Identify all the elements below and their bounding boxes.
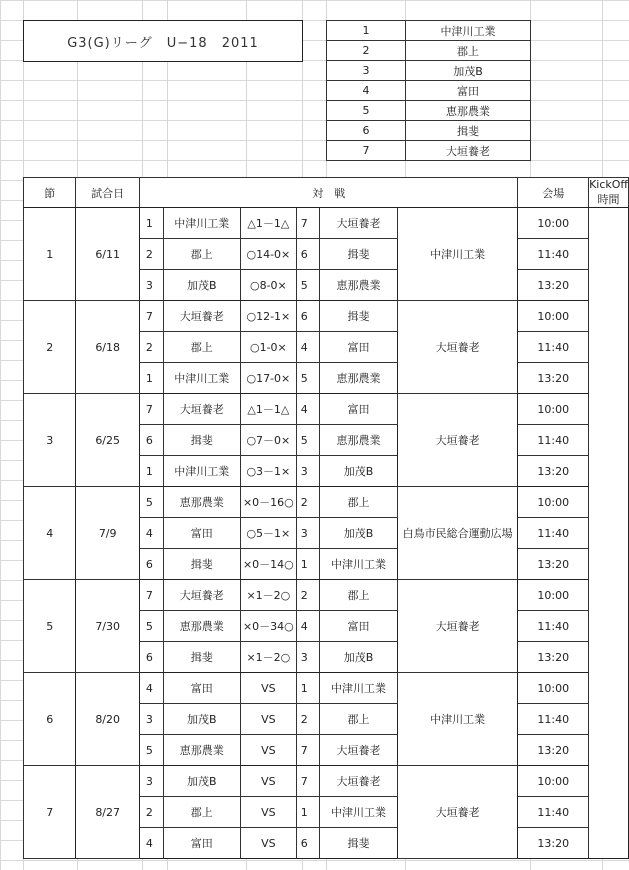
- kickoff-time-cell[interactable]: 13:20: [518, 270, 589, 301]
- home-team-number[interactable]: 1: [139, 456, 163, 487]
- round-cell[interactable]: 6: [24, 673, 76, 766]
- title-text: G3(G)リーグ U−18 2011: [67, 35, 259, 51]
- kickoff-time-cell[interactable]: 13:20: [518, 642, 589, 673]
- team-row: [327, 41, 531, 61]
- venue-cell[interactable]: 大垣養老: [397, 301, 518, 394]
- home-team-cell[interactable]: 中津川工業: [163, 363, 240, 394]
- header-venue[interactable]: 会場: [518, 178, 589, 208]
- team-row: [327, 61, 531, 81]
- away-team-cell[interactable]: 揖斐: [320, 828, 397, 859]
- result-cell[interactable]: △1－1△: [240, 208, 296, 239]
- team-list-table: [326, 20, 531, 161]
- match-date-cell[interactable]: 7/30: [76, 580, 140, 673]
- away-team-number[interactable]: 4: [296, 611, 320, 642]
- kickoff-time-cell[interactable]: 10:00: [518, 766, 589, 797]
- kickoff-time-cell[interactable]: 11:40: [518, 611, 589, 642]
- match-date-cell[interactable]: 7/9: [76, 487, 140, 580]
- venue-cell[interactable]: 大垣養老: [397, 580, 518, 673]
- match-date-cell[interactable]: 8/27: [76, 766, 140, 859]
- home-team-cell[interactable]: 揖斐: [163, 549, 240, 580]
- away-team-cell[interactable]: 恵那農業: [320, 363, 397, 394]
- match-date-cell[interactable]: 6/18: [76, 301, 140, 394]
- away-team-cell[interactable]: 郡上: [320, 580, 397, 611]
- away-team-number[interactable]: 7: [296, 766, 320, 797]
- team-name-cell[interactable]: 富田: [406, 81, 531, 101]
- away-team-cell[interactable]: 揖斐: [320, 239, 397, 270]
- home-team-number[interactable]: 1: [139, 363, 163, 394]
- home-team-cell[interactable]: 大垣養老: [163, 301, 240, 332]
- result-cell[interactable]: VS: [240, 704, 296, 735]
- kickoff-time-cell[interactable]: 10:00: [518, 673, 589, 704]
- away-team-number[interactable]: 5: [296, 363, 320, 394]
- schedule-table: [23, 177, 629, 859]
- home-team-number[interactable]: 2: [139, 797, 163, 828]
- result-cell[interactable]: ○14-0×: [240, 239, 296, 270]
- away-team-number[interactable]: 3: [296, 642, 320, 673]
- team-number-cell[interactable]: 6: [327, 121, 406, 141]
- result-cell[interactable]: ×0－34○: [240, 611, 296, 642]
- round-cell[interactable]: 4: [24, 487, 76, 580]
- away-team-cell[interactable]: 富田: [320, 611, 397, 642]
- home-team-cell[interactable]: 郡上: [163, 332, 240, 363]
- away-team-number[interactable]: 6: [296, 239, 320, 270]
- home-team-cell[interactable]: 恵那農業: [163, 611, 240, 642]
- round-cell[interactable]: 7: [24, 766, 76, 859]
- home-team-number[interactable]: 5: [139, 735, 163, 766]
- kickoff-time-cell[interactable]: 10:00: [518, 580, 589, 611]
- team-row: [327, 141, 531, 161]
- header-match[interactable]: [139, 178, 518, 208]
- away-team-number[interactable]: 5: [296, 425, 320, 456]
- home-team-cell[interactable]: 恵那農業: [163, 735, 240, 766]
- result-cell[interactable]: VS: [240, 735, 296, 766]
- home-team-cell[interactable]: 中津川工業: [163, 208, 240, 239]
- away-team-cell[interactable]: 郡上: [320, 704, 397, 735]
- result-cell[interactable]: ○5－1×: [240, 518, 296, 549]
- match-row: [24, 487, 629, 518]
- home-team-number[interactable]: 4: [139, 673, 163, 704]
- team-name-cell[interactable]: 揖斐: [406, 121, 531, 141]
- home-team-number[interactable]: 5: [139, 611, 163, 642]
- result-cell[interactable]: ○3－1×: [240, 456, 296, 487]
- away-team-cell[interactable]: 中津川工業: [320, 673, 397, 704]
- result-cell[interactable]: VS: [240, 673, 296, 704]
- home-team-cell[interactable]: 中津川工業: [163, 456, 240, 487]
- away-team-cell[interactable]: 揖斐: [320, 301, 397, 332]
- kickoff-time-cell[interactable]: 11:40: [518, 518, 589, 549]
- away-team-number[interactable]: 2: [296, 580, 320, 611]
- away-team-number[interactable]: 7: [296, 208, 320, 239]
- result-cell[interactable]: ○8-0×: [240, 270, 296, 301]
- team-name-cell[interactable]: 大垣養老: [406, 141, 531, 161]
- kickoff-time-cell[interactable]: 11:40: [518, 425, 589, 456]
- home-team-cell[interactable]: 揖斐: [163, 642, 240, 673]
- home-team-number[interactable]: 7: [139, 301, 163, 332]
- result-cell[interactable]: VS: [240, 766, 296, 797]
- away-team-cell[interactable]: 恵那農業: [320, 270, 397, 301]
- home-team-number[interactable]: 2: [139, 239, 163, 270]
- away-team-cell[interactable]: 加茂B: [320, 642, 397, 673]
- match-row: [24, 301, 629, 332]
- venue-cell[interactable]: 中津川工業: [397, 673, 518, 766]
- home-team-cell[interactable]: 富田: [163, 673, 240, 704]
- away-team-number[interactable]: 6: [296, 828, 320, 859]
- kickoff-time-cell[interactable]: 10:00: [518, 394, 589, 425]
- away-team-number[interactable]: 5: [296, 270, 320, 301]
- kickoff-time-cell[interactable]: 13:20: [518, 363, 589, 394]
- team-name-cell[interactable]: 恵那農業: [406, 101, 531, 121]
- home-team-cell[interactable]: 恵那農業: [163, 487, 240, 518]
- home-team-number[interactable]: 6: [139, 425, 163, 456]
- away-team-cell[interactable]: 加茂B: [320, 518, 397, 549]
- team-number-cell[interactable]: 5: [327, 101, 406, 121]
- home-team-number[interactable]: 4: [139, 828, 163, 859]
- round-cell[interactable]: 2: [24, 301, 76, 394]
- home-team-cell[interactable]: 揖斐: [163, 425, 240, 456]
- away-team-number[interactable]: 1: [296, 797, 320, 828]
- round-cell[interactable]: 5: [24, 580, 76, 673]
- away-team-number[interactable]: 3: [296, 456, 320, 487]
- venue-cell[interactable]: 白鳥市民総合運動広場: [397, 487, 518, 580]
- header-match-text: 対 戦: [312, 186, 346, 200]
- header-kickoff[interactable]: KickOff時間: [589, 178, 628, 206]
- sheet-title[interactable]: [23, 20, 303, 62]
- match-row: [24, 580, 629, 611]
- home-team-cell[interactable]: 大垣養老: [163, 394, 240, 425]
- home-team-number[interactable]: 3: [139, 704, 163, 735]
- home-team-cell[interactable]: 加茂B: [163, 270, 240, 301]
- result-cell[interactable]: ○17-0×: [240, 363, 296, 394]
- kickoff-time-cell[interactable]: 10:00: [518, 208, 589, 239]
- away-team-cell[interactable]: 加茂B: [320, 456, 397, 487]
- home-team-cell[interactable]: 郡上: [163, 797, 240, 828]
- team-number-cell[interactable]: 3: [327, 61, 406, 81]
- team-row: [327, 121, 531, 141]
- match-row: [24, 208, 629, 239]
- match-row: [24, 766, 629, 797]
- away-team-number[interactable]: 6: [296, 301, 320, 332]
- match-date-cell[interactable]: 6/11: [76, 208, 140, 301]
- schedule-header-row: [24, 178, 629, 208]
- home-team-cell[interactable]: 加茂B: [163, 704, 240, 735]
- home-team-number[interactable]: 4: [139, 518, 163, 549]
- header-date[interactable]: 試合日: [76, 178, 140, 208]
- team-row: [327, 81, 531, 101]
- away-team-number[interactable]: 2: [296, 487, 320, 518]
- home-team-cell[interactable]: 加茂B: [163, 766, 240, 797]
- home-team-cell[interactable]: 郡上: [163, 239, 240, 270]
- away-team-cell[interactable]: 富田: [320, 394, 397, 425]
- home-team-number[interactable]: 7: [139, 580, 163, 611]
- kickoff-time-cell[interactable]: 13:20: [518, 735, 589, 766]
- kickoff-time-cell[interactable]: 11:40: [518, 704, 589, 735]
- kickoff-time-cell[interactable]: 10:00: [518, 487, 589, 518]
- team-number-cell[interactable]: 2: [327, 41, 406, 61]
- round-cell[interactable]: 1: [24, 208, 76, 301]
- result-cell[interactable]: ×1－2○: [240, 580, 296, 611]
- away-team-number[interactable]: 4: [296, 394, 320, 425]
- result-cell[interactable]: △1－1△: [240, 394, 296, 425]
- away-team-cell[interactable]: 大垣養老: [320, 735, 397, 766]
- away-team-number[interactable]: 3: [296, 518, 320, 549]
- away-team-cell[interactable]: 富田: [320, 332, 397, 363]
- team-row: [327, 101, 531, 121]
- home-team-number[interactable]: 7: [139, 394, 163, 425]
- result-cell[interactable]: ×0－14○: [240, 549, 296, 580]
- match-date-cell[interactable]: 6/25: [76, 394, 140, 487]
- match-row: [24, 673, 629, 704]
- match-date-cell[interactable]: 8/20: [76, 673, 140, 766]
- away-team-number[interactable]: 7: [296, 735, 320, 766]
- kickoff-time-cell[interactable]: 11:40: [518, 797, 589, 828]
- venue-cell[interactable]: 中津川工業: [397, 208, 518, 301]
- header-round[interactable]: 節: [24, 178, 76, 208]
- away-team-number[interactable]: 1: [296, 673, 320, 704]
- result-cell[interactable]: ×1－2○: [240, 642, 296, 673]
- away-team-cell[interactable]: 恵那農業: [320, 425, 397, 456]
- home-team-number[interactable]: 3: [139, 270, 163, 301]
- kickoff-time-cell[interactable]: 13:20: [518, 828, 589, 859]
- result-cell[interactable]: ×0－16○: [240, 487, 296, 518]
- team-row: [327, 21, 531, 41]
- result-cell[interactable]: VS: [240, 797, 296, 828]
- away-team-cell[interactable]: 中津川工業: [320, 549, 397, 580]
- home-team-number[interactable]: 2: [139, 332, 163, 363]
- home-team-number[interactable]: 1: [139, 208, 163, 239]
- away-team-number[interactable]: 2: [296, 704, 320, 735]
- round-cell[interactable]: 3: [24, 394, 76, 487]
- team-number-cell[interactable]: 4: [327, 81, 406, 101]
- team-name-cell[interactable]: 郡上: [406, 41, 531, 61]
- venue-cell[interactable]: 大垣養老: [397, 766, 518, 859]
- home-team-cell[interactable]: 富田: [163, 518, 240, 549]
- away-team-cell[interactable]: 大垣養老: [320, 208, 397, 239]
- away-team-cell[interactable]: 郡上: [320, 487, 397, 518]
- home-team-number[interactable]: 6: [139, 549, 163, 580]
- home-team-number[interactable]: 5: [139, 487, 163, 518]
- team-name-cell[interactable]: 加茂B: [406, 61, 531, 81]
- away-team-number[interactable]: 1: [296, 549, 320, 580]
- result-cell[interactable]: VS: [240, 828, 296, 859]
- match-row: [24, 394, 629, 425]
- home-team-cell[interactable]: 大垣養老: [163, 580, 240, 611]
- away-team-cell[interactable]: 中津川工業: [320, 797, 397, 828]
- kickoff-time-cell[interactable]: 11:40: [518, 239, 589, 270]
- home-team-number[interactable]: 3: [139, 766, 163, 797]
- team-number-cell[interactable]: 1: [327, 21, 406, 41]
- kickoff-time-cell[interactable]: 10:00: [518, 301, 589, 332]
- away-team-cell[interactable]: 大垣養老: [320, 766, 397, 797]
- home-team-number[interactable]: 6: [139, 642, 163, 673]
- team-number-cell[interactable]: 7: [327, 141, 406, 161]
- venue-cell[interactable]: 大垣養老: [397, 394, 518, 487]
- kickoff-time-cell[interactable]: 11:40: [518, 332, 589, 363]
- away-team-number[interactable]: 4: [296, 332, 320, 363]
- result-cell[interactable]: ○7－0×: [240, 425, 296, 456]
- home-team-cell[interactable]: 富田: [163, 828, 240, 859]
- result-cell[interactable]: ○12-1×: [240, 301, 296, 332]
- kickoff-time-cell[interactable]: 13:20: [518, 549, 589, 580]
- result-cell[interactable]: ○1-0×: [240, 332, 296, 363]
- kickoff-time-cell[interactable]: 13:20: [518, 456, 589, 487]
- team-name-cell[interactable]: 中津川工業: [406, 21, 531, 41]
